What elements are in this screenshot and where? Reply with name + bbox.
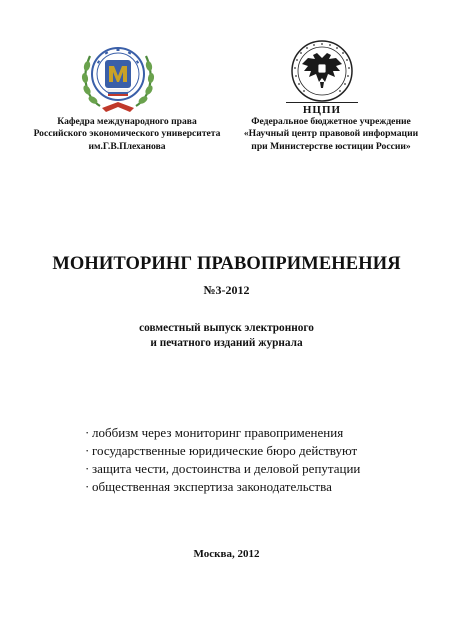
affiliation-left-line: Кафедра международного права: [57, 116, 197, 127]
bullet-icon: ·: [85, 479, 90, 494]
topic-item: [85, 460, 415, 478]
edition-subtitle: [0, 321, 453, 350]
bullet-icon: ·: [85, 461, 90, 476]
topic-item: [85, 478, 415, 496]
topic-item: [85, 442, 415, 460]
bullet-icon: ·: [85, 425, 90, 440]
ncpi-emblem-logo: [286, 38, 358, 116]
topic-text: лоббизм через мониторинг правоприменения: [92, 425, 344, 440]
affiliation-right-line: при Министерстве юстиции России»: [251, 140, 411, 152]
university-seal-icon: [78, 38, 158, 114]
topic-item: [85, 424, 415, 442]
affiliation-left: [32, 116, 222, 153]
eagle-emblem-icon: [286, 38, 358, 104]
affiliation-left-line: им.Г.В.Плеханова: [88, 140, 166, 152]
affiliation-right: [236, 116, 426, 153]
ncpi-logo-label: НЦПИ: [286, 102, 358, 116]
journal-title: МОНИТОРИНГ ПРАВОПРИМЕНЕНИЯ: [52, 254, 401, 274]
topic-text: защита чести, достоинства и деловой репутации: [92, 461, 361, 476]
subtitle-line: совместный выпуск электронного: [139, 322, 314, 334]
affiliation-left-line: Российского экономического университета: [33, 128, 221, 140]
affiliation-right-line: Федеральное бюджетное учреждение: [251, 116, 411, 127]
topics-list: [85, 424, 415, 496]
topic-text: государственные юридические бюро действуют: [92, 443, 358, 458]
subtitle-line: и печатного изданий журнала: [150, 336, 303, 349]
bullet-icon: ·: [85, 443, 90, 458]
issue-number: №3-2012: [203, 283, 250, 297]
topic-text: общественная экспертиза законодательства: [92, 479, 332, 494]
university-seal-logo: [78, 38, 158, 114]
place-and-year: Москва, 2012: [193, 548, 260, 560]
affiliation-right-line: «Научный центр правовой информации: [243, 128, 419, 140]
